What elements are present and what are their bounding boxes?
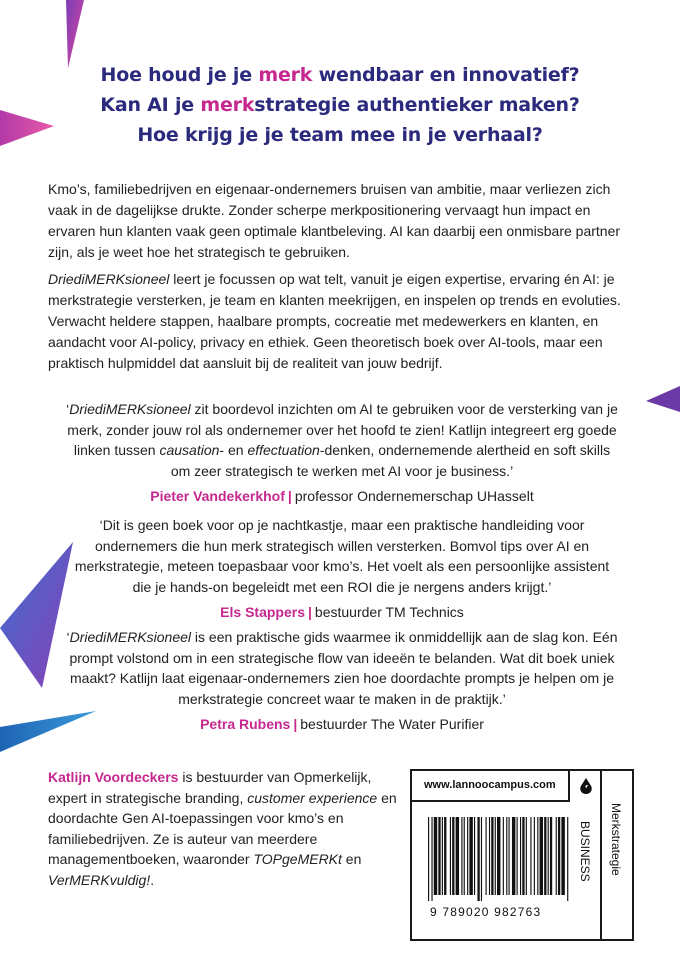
barcode-bar [506,817,507,895]
quote-emphasis: effectuation [247,442,320,458]
subject-label: Merkstrategie [609,803,623,876]
endorser-name: Pieter Vandekerkhof [150,488,285,504]
barcode-bar [558,817,560,895]
quote-mark: ‘ [66,401,70,417]
bio-text: is bestuurder van Opmerkelijk, expert in strategische branding, [48,769,372,806]
barcode-bar [469,817,472,895]
quote-emphasis: causation [159,442,220,458]
barcode-bar [481,817,482,901]
barcode-bar [461,817,462,895]
barcode-bar [434,817,437,895]
website-bar [412,771,570,802]
barcode-bar [567,817,568,901]
barcode-bar [464,817,465,895]
imprint-divider [600,771,602,939]
barcode-bar [537,817,538,895]
headline-text: Hoe houd je je [100,64,259,86]
quote-attribution [64,714,620,735]
barcode-bar [497,817,500,895]
headline-line-1 [0,60,680,90]
endorser-name: Petra Rubens [200,716,291,732]
endorser-role: bestuurder The Water Purifier [300,716,484,732]
quote-text [64,627,620,709]
author-name: Katlijn Voordeckers [48,769,179,785]
barcode-bar [530,817,531,895]
quote-attribution [64,602,620,623]
barcode-bar [438,817,440,895]
barcode-bar [474,817,475,895]
right-purple-shard [646,386,680,412]
barcode-bar [512,817,515,895]
quote-text [64,399,620,481]
headline-line-3: Hoe krijg je je team mee in je verhaal? [137,124,543,146]
bio-text: . [150,871,155,888]
isbn-number: 9 789020 982763 [430,905,542,919]
barcode-bar [450,817,451,895]
barcode-bar [517,817,518,895]
barcode-bar [456,817,459,895]
barcode-bar [526,817,527,895]
imprint-box [410,769,634,941]
quote-attribution [64,486,620,507]
barcode-bar [550,817,552,895]
description-paragraph [48,269,638,374]
category-label: BUSINESS [578,821,592,882]
barcode-bar [509,817,510,895]
headline-accent-word: merk [200,94,255,116]
book-title: DriediMERKsioneel [48,271,170,287]
barcode-bar [534,817,535,895]
endorser-role: bestuurder TM Technics [314,604,464,620]
barcode-bar [477,817,479,901]
endorsement-quote [64,399,620,507]
barcode-bar [491,817,493,895]
description-text: leert je focussen op wat telt, vanuit je eigen expertise, ervaring én AI: je merkstrategie versterken, je team en klanten meekrijgen, en inspelen op trends en evoluties. Verwacht heldere stappen, haalbare prompts, cocreatie met medewerkers en klanten, en aandacht voor AI-policy, privacy en ethiek. Geen theoretisch boek over AI-tools, maar een praktisch hulpmiddel dat aansluit bij de realiteit van jouw bedrijf. [48,271,621,371]
barcode-bar [540,817,543,895]
barcode-bar [544,817,546,895]
publisher-website: www.lannoocampus.com [424,779,556,791]
bio-book-title: VerMERKvuldig! [48,871,151,888]
quote-text-part: is een praktische gids waarmee ik onmiddellijk aan de slag kon. Eén prompt volstond om in een strategische flow van ideeën te belanden. Wat dit boek uniek maakt? Katlijn laat eigenaar-ondernemers zien hoe doordachte prompts je helpen om je merkstrategie concreet waar te maken in de praktijk.’ [69,629,618,707]
attribution-separator: | [287,488,292,504]
quote-text-part: zit boordevol inzichten om AI te gebruiken voor de versterking van je merk, zonder jouw rol als ondernemer over het hoofd te zien! Katlijn integreert erg goede linken tussen [67,401,618,458]
endorsement-quote [64,515,620,623]
barcode-bar [444,817,446,895]
barcode-bar [503,817,504,895]
intro-paragraph: Kmo’s, familiebedrijven en eigenaar-ondernemers bruisen van ambitie, maar verliezen zich vaak in de dagelijkse drukte. Zonder scherpe merkpositionering vervaagt hun impact en ervaren hun klanten vaak geen optimale klantbeleving. AI kan daarbij een onmisbare partner zijn, als je weet hoe het strategisch te gebruiken. [48,181,621,260]
barcode-bar [452,817,454,895]
bio-book-title: TOPgeMERKt [253,851,342,867]
quote-text-part: - en [219,442,248,458]
endorser-role: professor Ondernemerschap UHasselt [294,488,534,504]
book-title: DriediMERKsioneel [69,629,192,645]
author-bio [48,767,408,890]
endorser-name: Els Stappers [220,604,305,620]
attribution-separator: | [293,716,298,732]
barcode-bar [522,817,524,895]
headline-text: strategie authentieker maken? [254,94,580,116]
headline-accent-word: merk [258,64,313,86]
barcode-bar [548,817,549,895]
quote-text-part: -denken, ondernemende alertheid en soft skills om zeer strategisch te werken met AI voor je business.’ [170,442,611,479]
barcode-bar [428,817,429,901]
isbn-barcode [426,817,571,901]
lannoo-drop-icon [578,778,594,795]
barcode-bar [520,817,521,895]
barcode-bar [431,817,432,901]
barcode-bar [442,817,443,895]
top-shard [66,0,84,68]
bio-emphasis: customer experience [247,789,378,806]
headline [0,60,680,150]
quote-mark: ‘ [66,629,70,645]
headline-text: Kan AI je [100,94,201,116]
quote-text: ‘Dit is geen boek voor op je nachtkastje, maar een praktische handleiding voor ondernemers die hun merk strategisch willen versterken. Bomvol tips over AI en merkstrategie, meteen toepasbaar voor kmo’s. Het voelt als een persoonlijke assistent die je hands-on begeleidt met een ROI die je nergens anders krijgt.’ [74,517,610,595]
bio-text: en doordachte Gen AI-toepassingen voor kmo’s en familiebedrijven. Ze is auteur van meerdere managementboeken, waaronder [48,789,397,867]
barcode-bar [556,817,557,895]
book-title: DriediMERKsioneel [69,401,191,417]
barcode-bar [489,817,490,895]
barcode-bar [486,817,487,895]
headline-text: wendbaar en innovatief? [312,64,580,86]
bio-text: en [341,851,362,867]
barcode-bar [467,817,468,895]
barcode-bar [495,817,496,895]
headline-line-2 [0,90,680,120]
endorsement-quote [64,627,620,735]
barcode-bar [561,817,564,895]
left-blue-shard [0,542,73,688]
attribution-separator: | [308,604,312,620]
